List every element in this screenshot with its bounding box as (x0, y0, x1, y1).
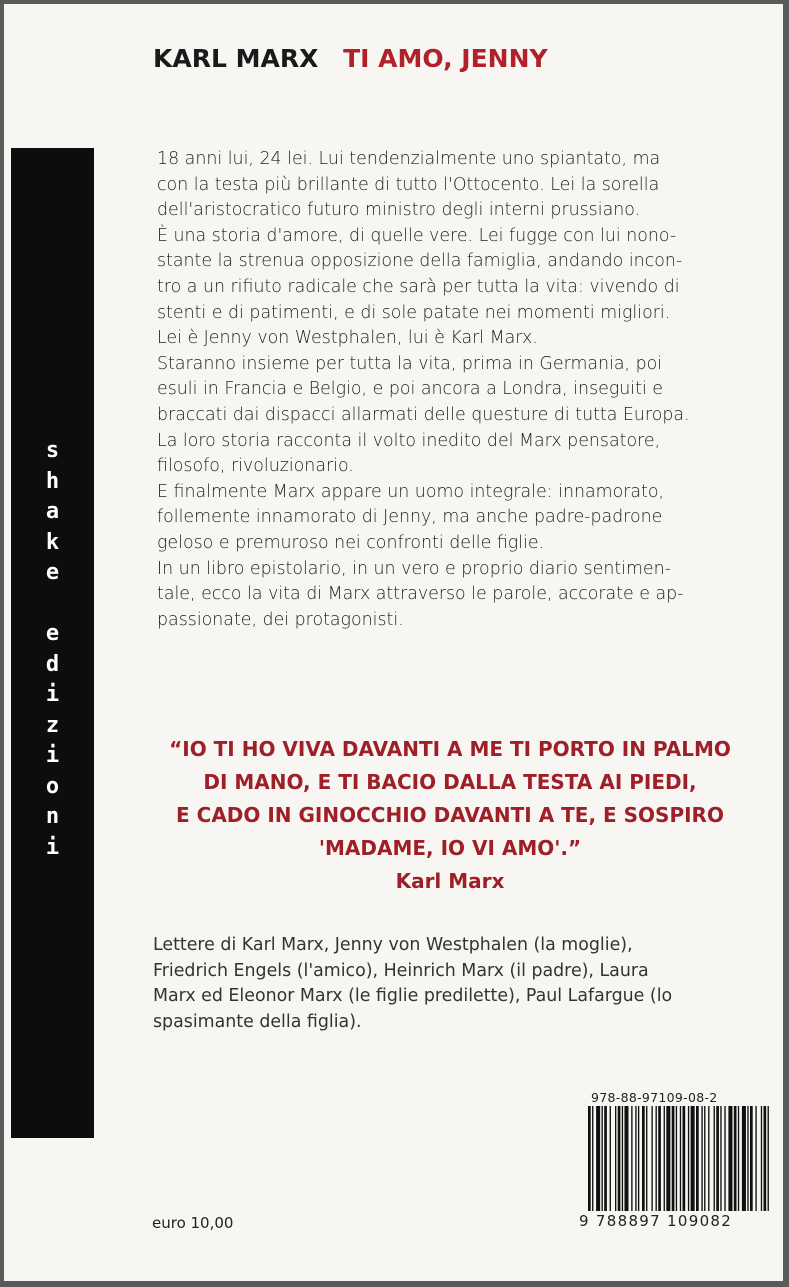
barcode-bar (755, 1106, 756, 1211)
blurb-line: esuli in Francia e Belgio, e poi ancora a Londra, inseguiti e (157, 379, 664, 400)
barcode-bar (642, 1106, 645, 1211)
spine-letter: s (45, 438, 60, 463)
barcode-bar (664, 1106, 665, 1211)
spine-letter: n (45, 804, 60, 829)
blurb-line: tro a un rifiuto radicale che sarà per tutta la vita: vivendo di (157, 276, 680, 297)
barcode-bar (666, 1106, 670, 1211)
barcode-bar (588, 1106, 591, 1211)
barcode-bar (714, 1106, 715, 1211)
contents-line: Marx ed Eleonor Marx (le figlie predilette), Paul Lafargue (lo (153, 986, 673, 1006)
barcode-bar (656, 1106, 657, 1211)
barcode-bar (672, 1106, 675, 1211)
barcode-bar (734, 1106, 737, 1211)
blurb-line: follemente innamorato di Jenny, ma anche padre-padrone (157, 507, 663, 528)
blurb-line: 18 anni lui, 24 lei. Lui tendenzialmente uno spiantato, ma (157, 149, 661, 169)
spine-letter: h (45, 468, 60, 494)
blurb-line: È una storia d'amore, di quelle vere. Lei fugge con lui nono- (157, 225, 677, 246)
spine-letter: i (45, 682, 60, 707)
barcode-bar (635, 1106, 636, 1211)
blurb-line: con la testa più brillante di tutto l'Ottocento. Lei la sorella (157, 174, 660, 195)
barcode-bar (750, 1106, 753, 1211)
barcode-bar (680, 1106, 681, 1211)
barcode-bar (688, 1106, 689, 1211)
blurb-line: tale, ecco la vita di Marx attraverso le parole, accorate e ap- (157, 584, 684, 605)
barcode-bar (701, 1106, 702, 1211)
barcode-bar (764, 1106, 767, 1211)
contents-note (153, 933, 773, 1035)
barcode-bar (696, 1106, 699, 1211)
barcode-bar (624, 1106, 628, 1211)
spine-letter: i (45, 834, 60, 860)
barcode-bar (631, 1106, 632, 1211)
blurb-line: braccati dai dispacci allarmati delle questure di tutta Europa. (157, 404, 690, 425)
barcode-bar (676, 1106, 677, 1211)
barcode-bar (615, 1106, 616, 1211)
barcode-bar (720, 1106, 721, 1211)
barcode-bar (704, 1106, 705, 1211)
author-name: KARL MARX (153, 44, 319, 73)
barcode-bar (691, 1106, 695, 1211)
blurb-line: dell'aristocratico futuro ministro degli interni prussiano. (157, 200, 641, 221)
isbn-digits: 9 788897 109082 (579, 1212, 733, 1230)
barcode-bar (658, 1106, 661, 1211)
quote-line: “IO TI HO VIVA DAVANTI A ME TI PORTO IN PALMO (169, 737, 731, 761)
publisher-name (11, 436, 94, 863)
barcode-bar (646, 1106, 647, 1211)
quote-attribution: Karl Marx (395, 869, 505, 893)
barcode-bar (747, 1106, 748, 1211)
spine-letter: k (45, 529, 60, 555)
barcode-bar (728, 1106, 732, 1211)
spine-letter: e (45, 621, 60, 646)
spine-letter: d (45, 651, 60, 677)
blurb-line: geloso e premuroso nei confronti delle figlie. (157, 532, 545, 553)
spine-letter: z (45, 712, 60, 738)
barcode-bar (724, 1106, 725, 1211)
publisher-spine-band (11, 148, 94, 1138)
spine-letter: e (45, 560, 60, 585)
blurb-line: In un libro epistolario, in un vero e proprio diario sentimen- (157, 558, 671, 579)
barcode-bar (610, 1106, 611, 1211)
blurb-line: La loro storia racconta il volto inedito del Marx pensatore, (157, 430, 661, 451)
barcode-bar (638, 1106, 639, 1211)
pull-quote (110, 733, 789, 898)
blurb-line: stante la strenua opposizione della famiglia, andando incon- (157, 251, 683, 272)
barcode-bar (618, 1106, 621, 1211)
blurb-line: E finalmente Marx appare un uomo integrale: innamorato, (157, 481, 665, 502)
blurb-text (157, 147, 767, 633)
quote-line: 'MADAME, IO VI AMO'.” (318, 836, 582, 860)
barcode-bar (683, 1106, 686, 1211)
spine-letter: a (45, 499, 60, 524)
barcode-bar (768, 1106, 769, 1211)
quote-line: DI MANO, E TI BACIO DALLA TESTA AI PIEDI, (203, 770, 697, 794)
barcode-bar (602, 1106, 603, 1211)
blurb-line: Lei è Jenny von Westphalen, lui è Karl Marx. (157, 328, 538, 349)
contents-line: spasimante della figlia). (153, 1011, 362, 1032)
barcode-bar (738, 1106, 739, 1211)
contents-line: Lettere di Karl Marx, Jenny von Westphalen (la moglie), (153, 935, 633, 955)
blurb-line: Staranno insieme per tutta la vita, prima in Germania, poi (157, 353, 663, 374)
isbn-label: 978-88-97109-08-2 (591, 1090, 718, 1105)
barcode-bar (742, 1106, 746, 1211)
barcode-bar (716, 1106, 719, 1211)
spine-letter: i (45, 743, 60, 768)
barcode-bar (761, 1106, 762, 1211)
book-title: TI AMO, JENNY (343, 44, 548, 73)
barcode-bar (592, 1106, 593, 1211)
quote-line: E CADO IN GINOCCHIO DAVANTI A TE, E SOSPIRO (176, 803, 724, 827)
blurb-line: passionate, dei protagonisti. (157, 609, 404, 630)
book-header (153, 44, 548, 73)
barcode-bar (596, 1106, 600, 1211)
barcode-bar (604, 1106, 607, 1211)
contents-line: Friedrich Engels (l'amico), Heinrich Marx (il padre), Laura (153, 960, 649, 981)
price-label: euro 10,00 (152, 1214, 234, 1232)
blurb-line: stenti e di patimenti, e di sole patate nei momenti migliori. (157, 302, 671, 323)
barcode-bar (622, 1106, 623, 1211)
barcode-bar (651, 1106, 652, 1211)
barcode-bar (708, 1106, 709, 1211)
spine-letter: o (45, 773, 60, 799)
barcode (588, 1106, 770, 1211)
blurb-line: filosofo, rivoluzionario. (157, 456, 354, 477)
